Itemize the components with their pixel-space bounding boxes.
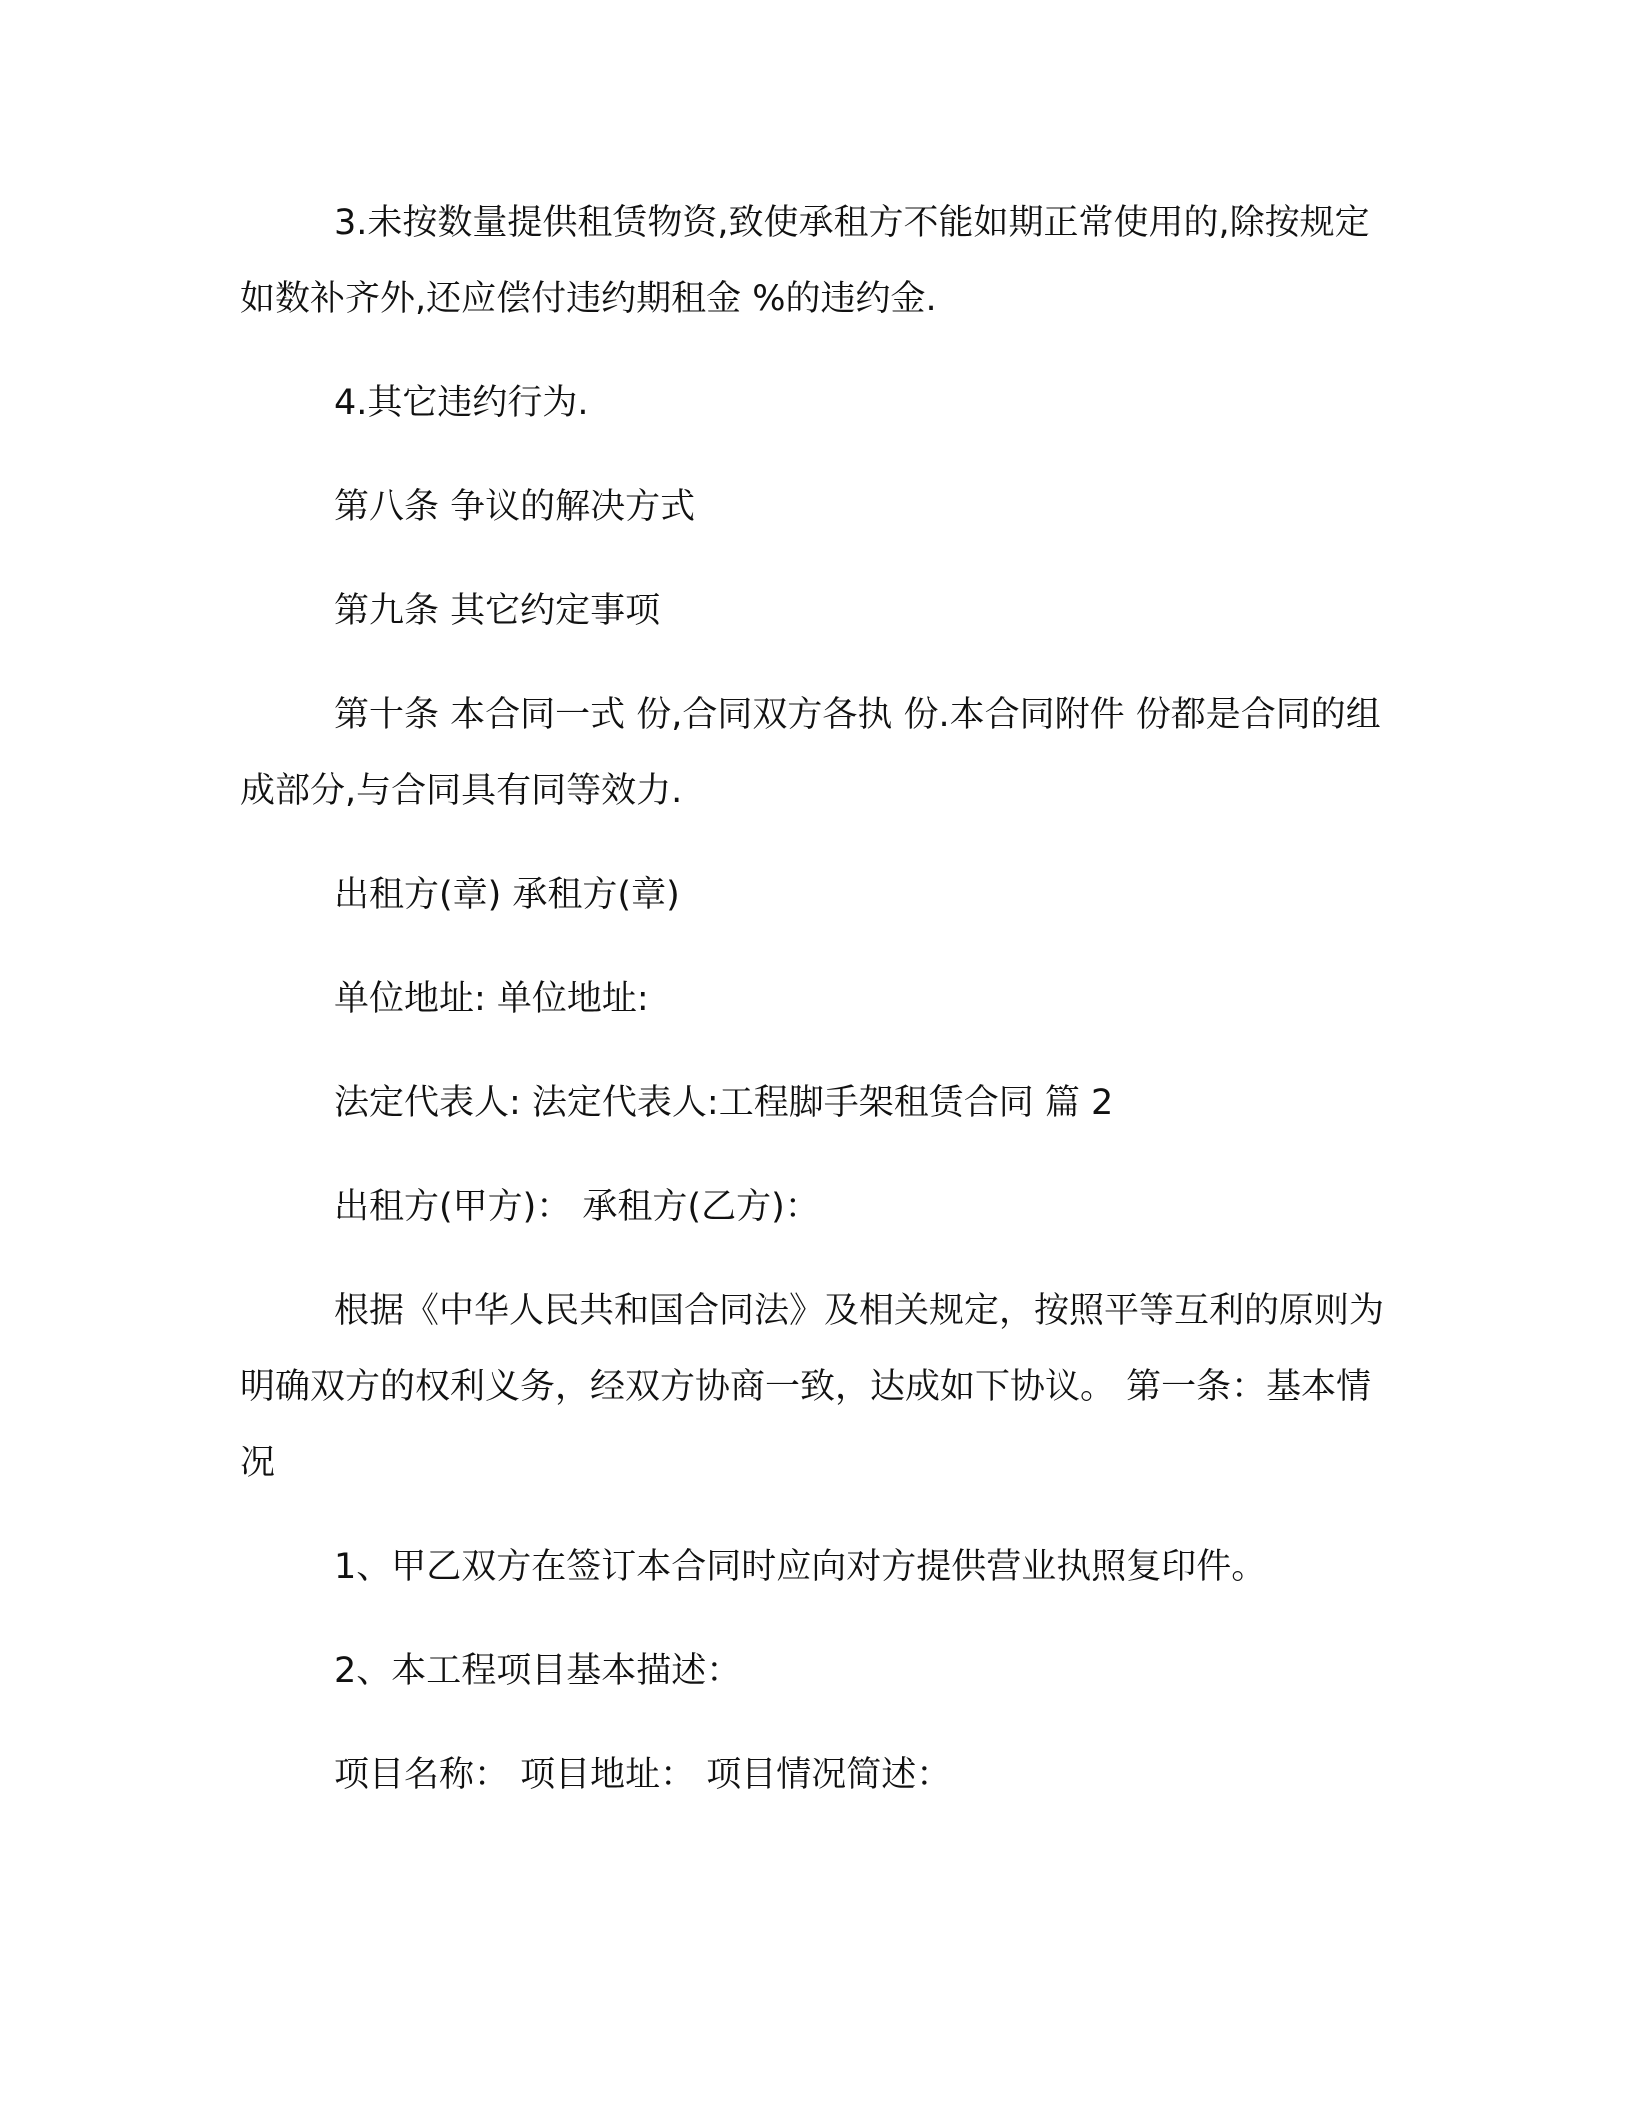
unit-address-line: 单位地址: 单位地址:	[334, 979, 649, 1019]
clause-4-other-breach: 4.其它违约行为.	[334, 383, 589, 423]
party-a-party-b-line: 出租方(甲方)： 承租方(乙方)：	[334, 1187, 820, 1227]
basic-item-1: 1、甲乙双方在签订本合同时应向对方提供营业执照复印件。	[334, 1547, 1267, 1587]
signature-lessor-lessee: 出租方(章) 承租方(章)	[334, 875, 680, 915]
legal-representative-line: 法定代表人: 法定代表人:工程脚手架租赁合同 篇 2	[334, 1083, 1114, 1123]
basic-item-2: 2、本工程项目基本描述：	[334, 1651, 742, 1691]
article-8-dispute-resolution: 第八条 争议的解决方式	[334, 487, 696, 527]
article-10-copies: 第十条 本合同一式 份,合同双方各执 份.本合同附件 份都是合同的组成部分,与合同具有同等效力.	[240, 695, 1381, 811]
article-9-other-matters: 第九条 其它约定事项	[334, 591, 661, 631]
preamble-paragraph: 根据《中华人民共和国合同法》及相关规定，按照平等互利的原则为明确双方的权利义务，经双方协商一致，达成如下协议。 第一条：基本情况	[240, 1291, 1385, 1483]
project-info-line: 项目名称： 项目地址： 项目情况简述：	[334, 1755, 952, 1795]
document-body	[240, 185, 1390, 1841]
clause-3-breach-quantity: 3.未按数量提供租赁物资,致使承租方不能如期正常使用的,除按规定如数补齐外,还应偿付违约期租金 %的违约金.	[240, 203, 1370, 319]
